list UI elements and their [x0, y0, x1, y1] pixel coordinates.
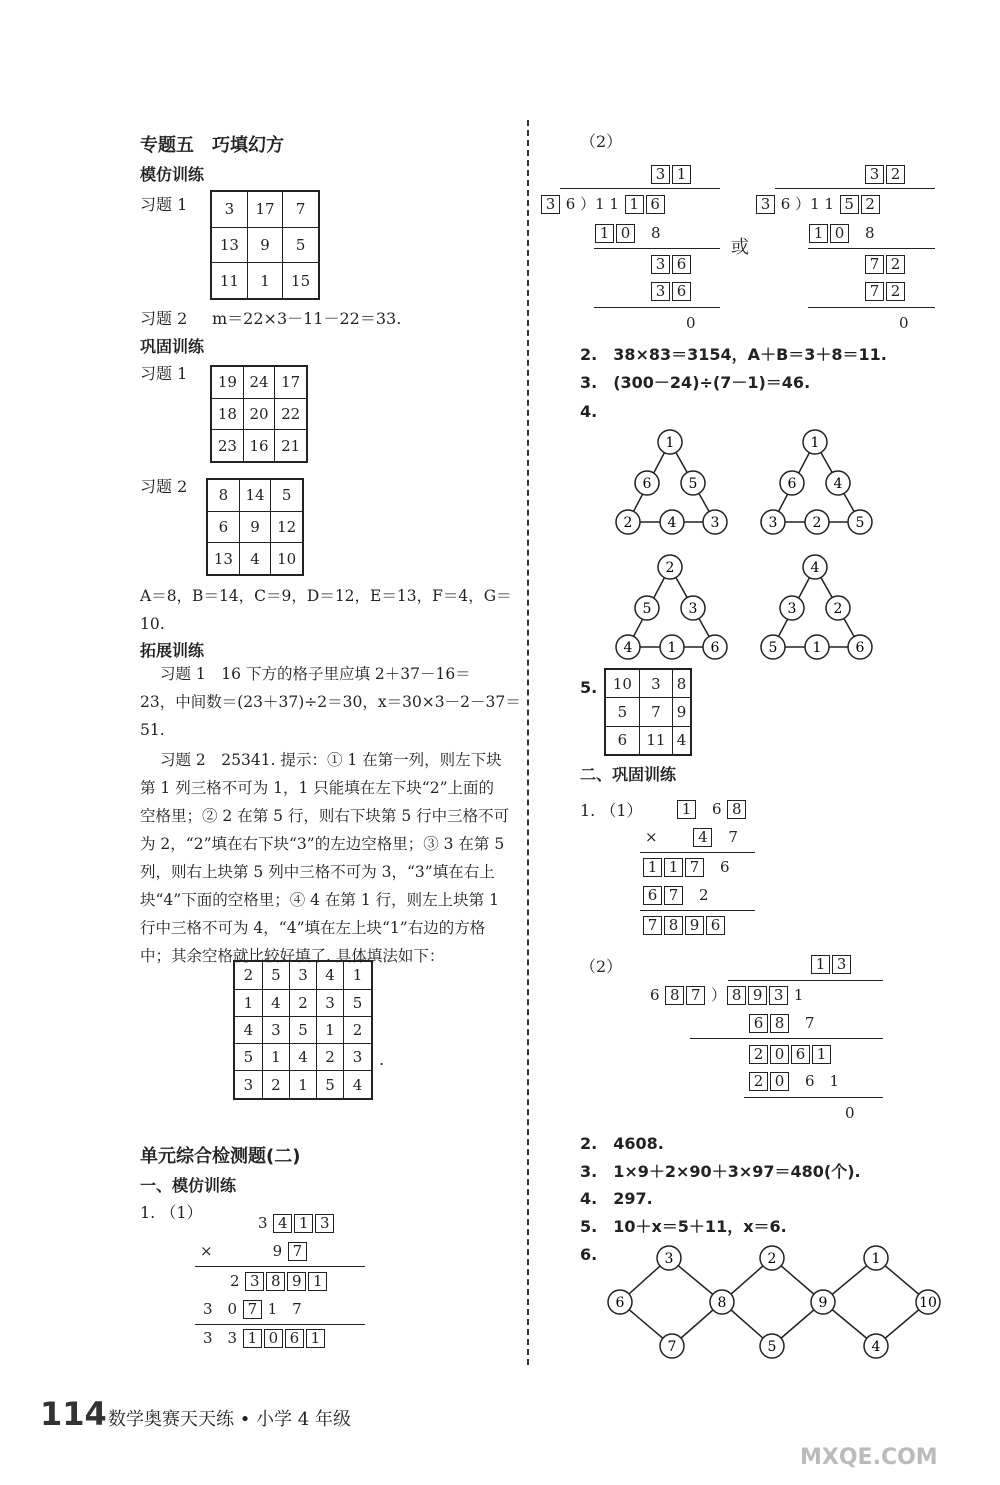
topic-title: 专题五 巧填幻方 [140, 135, 284, 156]
svg-text:4: 4 [871, 1339, 881, 1355]
r-div-r1: 6 8 7 [748, 1012, 815, 1034]
svg-text:5: 5 [688, 476, 698, 492]
grid-cell: 4 [317, 961, 344, 989]
r-div-r3: 2 0 6 1 [748, 1070, 839, 1092]
grid-row [605, 726, 691, 755]
watermark: MXQE.COM [800, 1445, 938, 1470]
number-circle [660, 510, 684, 534]
svg-text:10: 10 [919, 1295, 937, 1311]
svg-text:4: 4 [833, 476, 843, 492]
div-b-r3: 7 2 [864, 280, 906, 302]
grid-cell: 5 [271, 479, 303, 511]
div-b-r1: 1 0 8 [808, 222, 875, 244]
grid-cell: 5 [317, 1071, 344, 1099]
grid-cell: 8 [207, 479, 239, 511]
grid-cell: 17 [275, 366, 307, 398]
r-q1-label: 1. （1） [580, 801, 643, 820]
number-circle [658, 555, 682, 579]
grid-cell: 2 [344, 1016, 372, 1043]
grid-cell: 2 [262, 1071, 289, 1099]
div-b-dividend: 3 6 ）1 1 5 2 [755, 193, 881, 215]
book-title: 数学奥赛天天练 • 小学 4 年级 [108, 1409, 351, 1430]
svg-text:8: 8 [717, 1295, 727, 1311]
r-mult-row-4: 6 7 2 [642, 884, 709, 906]
number-circle [803, 555, 827, 579]
number-circle [760, 1246, 784, 1270]
grid-cell: 4 [289, 1044, 316, 1071]
grid-cell: 10 [605, 669, 639, 698]
sudoku-grid [233, 960, 373, 1100]
c-ex1-label: 习题 1 [140, 364, 188, 383]
e-ex2-line: 为 2，“2”填在右下块“3”的左边空格里；③ 3 在第 5 [140, 835, 505, 853]
diamond-chain [600, 1240, 945, 1365]
grid-cell: 7 [639, 698, 672, 726]
div-a-rem: 0 [686, 314, 696, 332]
q1-label: 1. （1） [140, 1203, 203, 1222]
grid-cell: 5 [234, 1044, 262, 1071]
svg-text:1: 1 [871, 1251, 881, 1267]
svg-text:1: 1 [665, 435, 675, 451]
answer-line-2: 10. [140, 615, 165, 633]
number-circle [761, 635, 785, 659]
div-a-quotient: 3 1 [650, 163, 692, 185]
svg-text:2: 2 [833, 601, 843, 617]
div-a-line2 [594, 307, 720, 308]
svg-text:4: 4 [667, 515, 677, 531]
svg-text:6: 6 [615, 1295, 625, 1311]
number-circle [660, 635, 684, 659]
r-div-line1 [690, 1038, 883, 1039]
e-ex1-line3: 51. [140, 721, 165, 739]
number-circle [681, 596, 705, 620]
div-a-r3: 3 6 [650, 280, 692, 302]
grid-cell: 4 [673, 726, 691, 755]
section2-label: 二、巩固训练 [580, 765, 677, 784]
magic-square-c-ex2 [206, 478, 304, 576]
number-circle [811, 1290, 835, 1314]
r2-q3: 3. 1×9＋2×90＋3×97＝480(个). [580, 1162, 861, 1181]
e-ex1-line1: 习题 1 16 下方的格子里应填 2＋37－16＝ [160, 665, 471, 683]
number-circle [703, 635, 727, 659]
grid-cell: 9 [239, 511, 270, 542]
svg-text:1: 1 [812, 640, 822, 656]
r-part2-label: （2） [580, 957, 623, 976]
grid-cell: 4 [262, 989, 289, 1016]
number-circle [608, 1290, 632, 1314]
grid-cell: 1 [262, 1044, 289, 1071]
r-div-r2: 2 0 6 1 [748, 1043, 832, 1065]
svg-text:6: 6 [710, 640, 720, 656]
grid-cell: 16 [243, 430, 274, 462]
svg-text:7: 7 [667, 1339, 677, 1355]
svg-text:5: 5 [642, 601, 652, 617]
grid-row [234, 1016, 372, 1043]
grid-cell: 20 [243, 398, 274, 429]
r-mult-row-2: × 4 7 [645, 828, 738, 846]
grid-cell: 4 [344, 1071, 372, 1099]
r-div-dividend: 6 8 7 ） 8 9 3 1 [650, 986, 804, 1004]
answer-line-1: A＝8，B＝14，C＝9，D＝12，E＝13，F＝4，G＝ [140, 587, 512, 605]
grid-cell: 18 [211, 398, 243, 429]
column-divider [527, 120, 529, 1365]
grid-row [211, 227, 319, 262]
svg-text:3: 3 [664, 1251, 674, 1267]
triangle-puzzles [600, 420, 900, 670]
ex2-label: 习题 2 [140, 309, 188, 328]
grid-row [207, 479, 303, 511]
page-number: 114 [40, 1395, 107, 1433]
grid-row [211, 430, 307, 462]
r-q4: 4. [580, 402, 598, 421]
r-mult-line-1 [640, 852, 755, 853]
div-b-line2 [808, 307, 935, 308]
r-mult-row-5: 7 8 9 6 [642, 914, 726, 936]
mult-row-3: 2 3 8 9 1 [230, 1270, 328, 1292]
svg-text:4: 4 [810, 560, 820, 576]
number-circle [703, 510, 727, 534]
number-circle [848, 510, 872, 534]
svg-text:1: 1 [667, 640, 677, 656]
svg-text:6: 6 [855, 640, 865, 656]
number-circle [864, 1246, 888, 1270]
number-circle [805, 635, 829, 659]
e-ex2-line: 行中三格不可为 4，“4”填在左上块“1”右边的方格 [140, 919, 486, 937]
grid-row [234, 961, 372, 989]
grid-cell: 3 [262, 1016, 289, 1043]
number-circle [805, 510, 829, 534]
svg-text:2: 2 [812, 515, 822, 531]
mult-row-2: × 9 7 [200, 1240, 308, 1262]
r2-q2: 2. 4608. [580, 1134, 664, 1153]
grid-row [605, 669, 691, 698]
grid-cell: 3 [344, 1044, 372, 1071]
number-circle [780, 471, 804, 495]
grid-cell: 2 [317, 1044, 344, 1071]
grid-cell: 2 [234, 961, 262, 989]
number-circle [916, 1290, 940, 1314]
number-circle [635, 596, 659, 620]
grid-cell: 2 [289, 989, 316, 1016]
e-ex2-line: 块“4”下面的空格里；④ 4 在第 1 行，则左上块第 1 [140, 891, 499, 909]
grid-cell: 1 [289, 1071, 316, 1099]
number-circle [710, 1290, 734, 1314]
grid-cell: 4 [234, 1016, 262, 1043]
div-a-line1 [594, 248, 720, 249]
or-text: 或 [731, 237, 749, 258]
r-div-quotient: 1 3 [810, 953, 852, 975]
div-a-dividend: 3 6 ）1 1 1 6 [540, 193, 666, 215]
div-b-bar [775, 188, 935, 189]
number-circle [635, 471, 659, 495]
e-ex2-line: 空格里；② 2 在第 5 行，则右下块第 5 行中三格不可 [140, 807, 510, 825]
mult-line-2 [195, 1324, 365, 1325]
grid-cell: 5 [262, 961, 289, 989]
r2-q6: 6. [580, 1245, 598, 1264]
ex2-answer: m＝22×3－11－22＝33. [212, 309, 402, 328]
grid-cell: 6 [605, 726, 639, 755]
div-a-r2: 3 6 [650, 253, 692, 275]
svg-text:6: 6 [642, 476, 652, 492]
svg-text:5: 5 [768, 640, 778, 656]
grid-cell: 5 [605, 698, 639, 726]
div-b-quotient: 3 2 [864, 163, 906, 185]
r2-q4: 4. 297. [580, 1189, 653, 1208]
grid-cell: 1 [234, 989, 262, 1016]
grid-cell: 9 [673, 698, 691, 726]
svg-text:5: 5 [767, 1339, 777, 1355]
svg-text:5: 5 [855, 515, 865, 531]
grid-cell: 3 [211, 191, 247, 227]
mult-row-5: 3 3 1 0 6 1 [203, 1327, 326, 1349]
grid-cell: 5 [289, 1016, 316, 1043]
number-circle [681, 471, 705, 495]
grid-cell: 3 [317, 989, 344, 1016]
grid-cell: 19 [211, 366, 243, 398]
grid-cell: 10 [271, 543, 303, 575]
grid-cell: 5 [344, 989, 372, 1016]
r-mult-line-2 [640, 910, 755, 911]
number-circle [864, 1334, 888, 1358]
number-circle [803, 430, 827, 454]
e-ex1-line2: 23，中间数＝(23＋37)÷2＝30，x＝30×3－2－37＝ [140, 693, 521, 711]
svg-text:3: 3 [688, 601, 698, 617]
e-ex2-line: 习题 2 25341. 提示：① 1 在第一列，则左下块 [160, 751, 502, 769]
r-q5: 5. [580, 678, 598, 697]
magic-square-c-ex1 [210, 365, 308, 463]
extend-label: 拓展训练 [140, 641, 205, 660]
grid-row [234, 1044, 372, 1071]
number-circle [658, 430, 682, 454]
r-q2: 2. 38×83＝3154，A＋B＝3＋8＝11. [580, 345, 887, 364]
c-ex2-label: 习题 2 [140, 477, 188, 496]
number-circle [848, 635, 872, 659]
div-a-bar [560, 188, 720, 189]
number-circle [826, 596, 850, 620]
grid-cell: 13 [211, 227, 247, 262]
svg-text:9: 9 [818, 1295, 828, 1311]
grid-cell: 6 [207, 511, 239, 542]
grid-cell: 11 [639, 726, 672, 755]
grid-row [211, 191, 319, 227]
svg-text:3: 3 [787, 601, 797, 617]
div-a-r1: 1 0 8 [594, 222, 661, 244]
grid-row [207, 511, 303, 542]
mult-line-1 [195, 1266, 365, 1267]
div-b-rem: 0 [899, 314, 909, 332]
grid-cell: 11 [211, 263, 247, 299]
grid-cell: 7 [283, 191, 319, 227]
grid-row [211, 263, 319, 299]
grid-cell: 1 [247, 263, 282, 299]
ex1-label: 习题 1 [140, 195, 188, 214]
svg-text:2: 2 [767, 1251, 777, 1267]
grid-cell: 3 [639, 669, 672, 698]
grid-row [207, 543, 303, 575]
svg-text:2: 2 [665, 560, 675, 576]
section1-label: 一、模仿训练 [140, 1176, 237, 1195]
number-circle [780, 596, 804, 620]
e-ex2-line: 中；其余空格就比较好填了. 具体填法如下： [140, 947, 445, 965]
grid-row [211, 366, 307, 398]
number-circle [761, 510, 785, 534]
r2-q5: 5. 10＋x＝5＋11，x＝6. [580, 1217, 787, 1236]
svg-text:3: 3 [710, 515, 720, 531]
grid-cell: 17 [247, 191, 282, 227]
grid-cell: 15 [283, 263, 319, 299]
svg-text:3: 3 [768, 515, 778, 531]
grid-row [234, 989, 372, 1016]
unit-title: 单元综合检测题(二) [140, 1146, 301, 1167]
number-circle [657, 1246, 681, 1270]
sudoku-dot: . [379, 1050, 385, 1069]
svg-text:2: 2 [623, 515, 633, 531]
grid-cell: 24 [243, 366, 274, 398]
grid-row [211, 398, 307, 429]
grid-cell: 23 [211, 430, 243, 462]
grid-cell: 12 [271, 511, 303, 542]
consolidate-label: 巩固训练 [140, 337, 205, 356]
part2-label: （2） [580, 132, 623, 151]
grid-cell: 3 [234, 1071, 262, 1099]
svg-text:4: 4 [623, 640, 633, 656]
grid-row [234, 1071, 372, 1099]
number-circle [660, 1334, 684, 1358]
div-b-r2: 7 2 [864, 253, 906, 275]
mult-row-1: 3 4 1 3 [258, 1212, 335, 1234]
e-ex2-line: 第 1 列三格不可为 1，1 只能填在左下块“2”上面的 [140, 779, 495, 797]
r-q3: 3. (300－24)÷(7－1)＝46. [580, 373, 811, 392]
r-mult-row-3: 1 1 7 6 [642, 856, 730, 878]
r-mult-row-1: 1 6 8 [676, 798, 747, 820]
grid-cell: 1 [317, 1016, 344, 1043]
grid-cell: 8 [673, 669, 691, 698]
mult-row-4: 3 0 7 1 7 [203, 1300, 302, 1318]
svg-text:6: 6 [787, 476, 797, 492]
grid-row [605, 698, 691, 726]
svg-text:1: 1 [810, 435, 820, 451]
q5-grid [604, 668, 692, 756]
imitate-label: 模仿训练 [140, 165, 205, 184]
grid-cell: 1 [344, 961, 372, 989]
grid-cell: 14 [239, 479, 270, 511]
grid-cell: 4 [239, 543, 270, 575]
number-circle [826, 471, 850, 495]
r-div-line2 [744, 1097, 883, 1098]
grid-cell: 13 [207, 543, 239, 575]
r-div-rem: 0 [845, 1104, 855, 1122]
grid-cell: 3 [289, 961, 316, 989]
div-b-line1 [808, 248, 935, 249]
grid-cell: 5 [283, 227, 319, 262]
e-ex2-line: 列，则右上块第 5 列中三格不可为 3，“3”填在右上 [140, 863, 495, 881]
r-div-bar [728, 980, 883, 981]
magic-square-ex1 [210, 190, 320, 300]
number-circle [616, 635, 640, 659]
grid-cell: 22 [275, 398, 307, 429]
grid-cell: 9 [247, 227, 282, 262]
number-circle [616, 510, 640, 534]
grid-cell: 21 [275, 430, 307, 462]
number-circle [760, 1334, 784, 1358]
